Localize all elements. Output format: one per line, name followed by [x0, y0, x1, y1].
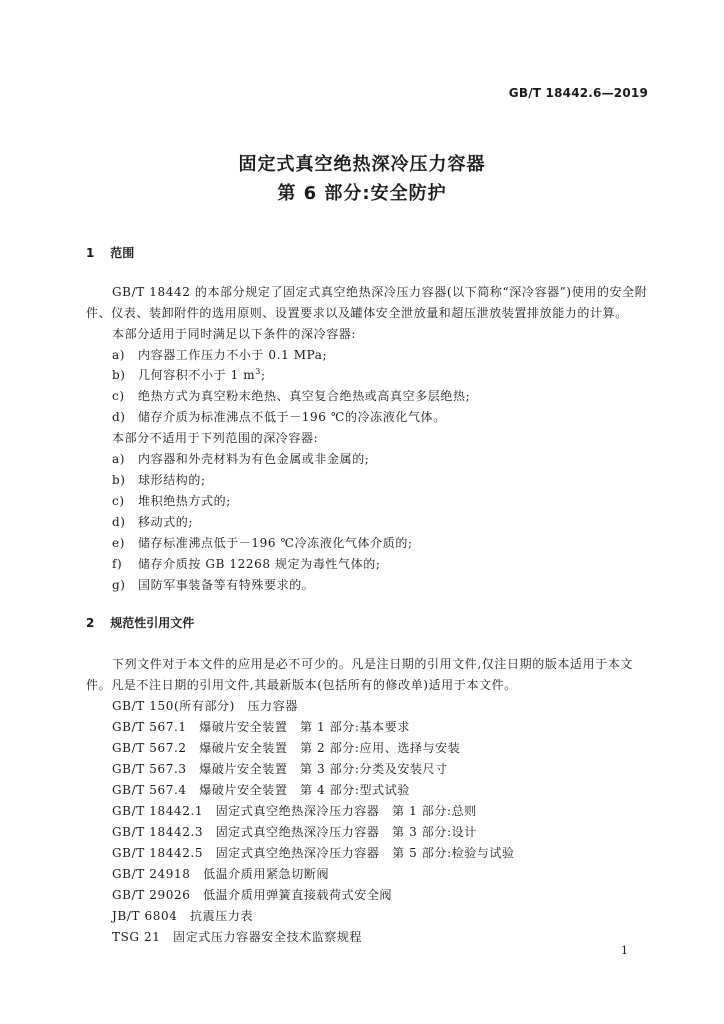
reference-code: GB/T 150(所有部分) — [112, 699, 235, 713]
reference-item — [112, 865, 329, 882]
paragraph-line: 件。凡是不注日期的引用文件,其最新版本(包括所有的修改单)适用于本文件。 — [86, 678, 517, 692]
reference-title: 固定式真空绝热深冷压力容器 第 1 部分:总则 — [215, 804, 477, 818]
reference-title: 爆破片安全装置 第 2 部分:应用、选择与安装 — [199, 741, 461, 755]
reference-title: 爆破片安全装置 第 4 部分:型式试验 — [199, 783, 410, 797]
list-text: 储存介质为标准沸点不低于－196 ℃的冷冻液化气体。 — [138, 410, 446, 424]
reference-title: 爆破片安全装置 第 1 部分:基本要求 — [199, 720, 410, 734]
list-marker: b) — [112, 368, 126, 382]
list-marker: a) — [112, 348, 126, 362]
paragraph-line: 下列文件对于本文件的应用是必不可少的。凡是注日期的引用文件,仅注日期的版本适用于本文 — [112, 657, 634, 671]
document-subtitle: 第 6 部分:安全防护 — [277, 183, 447, 204]
list-item — [112, 513, 193, 530]
reference-item — [112, 907, 253, 924]
reference-item — [112, 760, 448, 777]
reference-title: 低温介质用弹簧直接载荷式安全阀 — [203, 888, 393, 902]
list-item — [112, 576, 314, 593]
list-item — [112, 366, 266, 383]
list-item — [112, 471, 206, 488]
list-text: 国防军事装备等有特殊要求的。 — [138, 578, 315, 592]
list-text: 堆积绝热方式的; — [138, 494, 231, 508]
list-item — [112, 346, 327, 363]
reference-title: 爆破片安全装置 第 3 部分:分类及安装尺寸 — [199, 762, 448, 776]
reference-title: 固定式压力容器安全技术监察规程 — [173, 930, 363, 944]
reference-code: GB/T 18442.3 — [112, 825, 204, 839]
reference-title: 低温介质用紧急切断阀 — [203, 867, 330, 881]
list-marker: d) — [112, 410, 126, 424]
list-text: 球形结构的; — [138, 473, 206, 487]
document-title: 固定式真空绝热深冷压力容器 — [238, 154, 486, 175]
list-text: 绝热方式为真空粉末绝热、真空复合绝热或高真空多层绝热; — [138, 389, 471, 403]
reference-item — [112, 739, 460, 756]
list-marker: b) — [112, 473, 126, 487]
list-marker: c) — [112, 494, 125, 508]
list-item — [112, 555, 380, 572]
list-item — [112, 408, 446, 425]
reference-code: GB/T 18442.1 — [112, 804, 204, 818]
list-marker: f) — [112, 557, 123, 571]
list-item — [112, 492, 231, 509]
list-text: 储存介质按 GB 12268 规定为毒性气体的; — [138, 557, 381, 571]
reference-code: GB/T 29026 — [112, 888, 191, 902]
list-marker: c) — [112, 389, 125, 403]
section-1-heading — [86, 244, 134, 261]
reference-title: 固定式真空绝热深冷压力容器 第 5 部分:检验与试验 — [215, 846, 515, 860]
section-number: 1 — [86, 246, 95, 260]
reference-code: JB/T 6804 — [112, 909, 178, 923]
paragraph-line: GB/T 18442 的本部分规定了固定式真空绝热深冷压力容器(以下简称“深冷容器”)使用的安全附 — [112, 285, 648, 299]
section-2-heading — [86, 614, 194, 631]
reference-item — [112, 781, 410, 798]
list-marker: g) — [112, 578, 126, 592]
list-text: 内容器工作压力不小于 0.1 MPa; — [138, 348, 328, 362]
reference-code: GB/T 567.3 — [112, 762, 187, 776]
reference-code: GB/T 567.1 — [112, 720, 187, 734]
paragraph-line: 本部分不适用于下列范围的深冷容器: — [112, 431, 319, 445]
reference-item — [112, 718, 410, 735]
reference-item — [112, 886, 392, 903]
reference-item — [112, 823, 477, 840]
superscript: 3 — [255, 367, 261, 376]
list-item — [112, 534, 413, 551]
section-number: 2 — [86, 616, 95, 630]
reference-code: GB/T 567.2 — [112, 741, 187, 755]
list-item — [112, 387, 470, 404]
reference-title: 压力容器 — [247, 699, 298, 713]
list-marker: d) — [112, 515, 126, 529]
paragraph-line: 件、仪表、装卸附件的选用原则、设置要求以及罐体安全泄放量和超压泄放装置排放能力的计算。 — [86, 306, 628, 320]
reference-item — [112, 802, 477, 819]
reference-item — [112, 697, 298, 714]
reference-code: GB/T 24918 — [112, 867, 191, 881]
section-title: 规范性引用文件 — [110, 616, 195, 630]
list-marker: a) — [112, 452, 126, 466]
reference-item — [112, 844, 515, 861]
list-marker: e) — [112, 536, 125, 550]
list-text: 几何容积不小于 1 m — [138, 368, 256, 382]
reference-code: TSG 21 — [112, 930, 161, 944]
reference-code: GB/T 18442.5 — [112, 846, 204, 860]
reference-title: 固定式真空绝热深冷压力容器 第 3 部分:设计 — [215, 825, 477, 839]
reference-item — [112, 928, 362, 945]
paragraph-line: 本部分适用于同时满足以下条件的深冷容器: — [112, 327, 357, 341]
section-title: 范围 — [110, 246, 135, 260]
list-text: 内容器和外壳材料为有色金属或非金属的; — [138, 452, 370, 466]
list-text: 储存标准沸点低于－196 ℃冷冻液化气体介质的; — [138, 536, 413, 550]
standard-code: GB/T 18442.6—2019 — [508, 86, 648, 100]
list-item — [112, 450, 369, 467]
reference-title: 抗震压力表 — [190, 909, 254, 923]
page-number: 1 — [621, 944, 628, 957]
reference-code: GB/T 567.4 — [112, 783, 187, 797]
list-text-tail: ; — [260, 368, 266, 382]
list-text: 移动式的; — [138, 515, 194, 529]
